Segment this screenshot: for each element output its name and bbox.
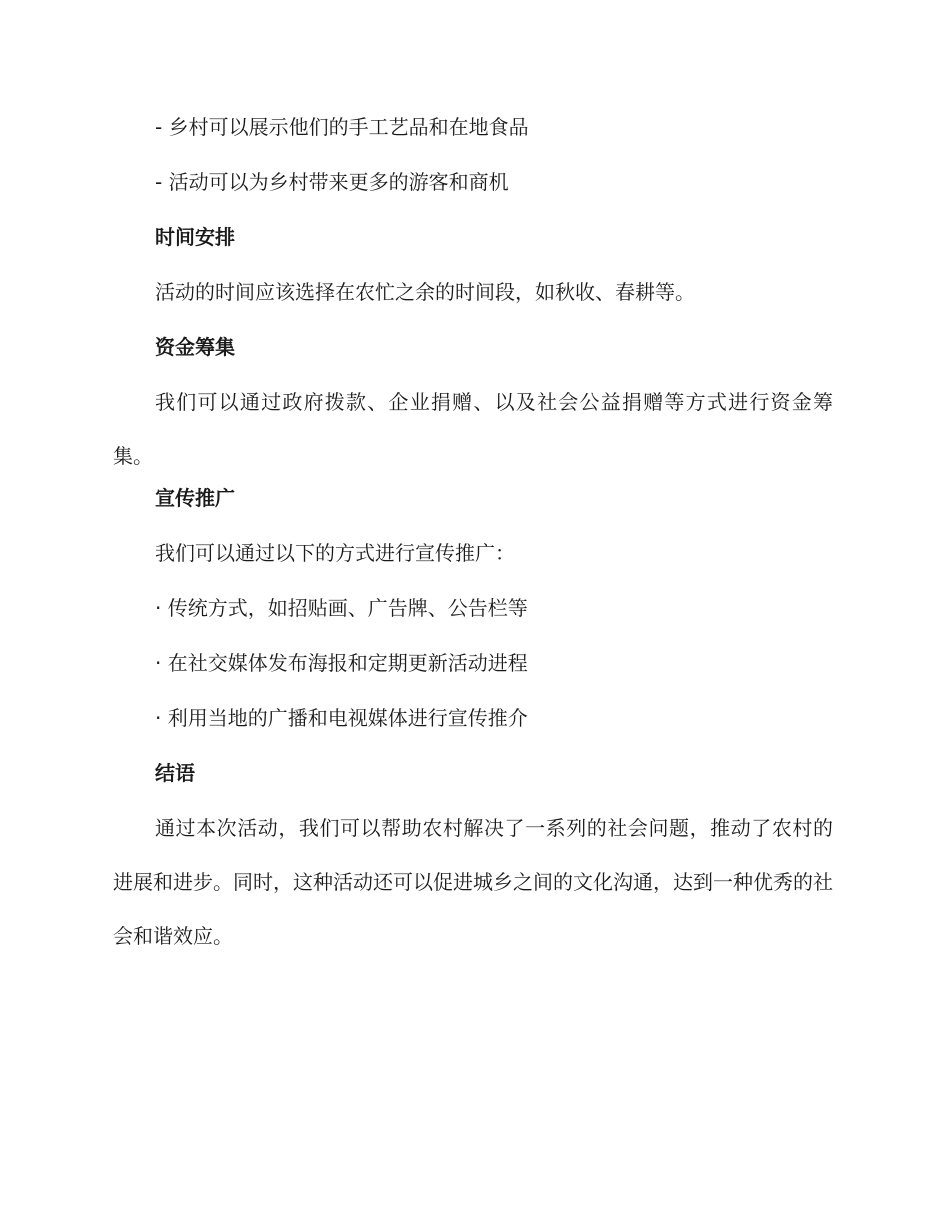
promotion-intro: 我们可以通过以下的方式进行宣传推广：: [155, 541, 515, 565]
schedule-text: 活动的时间应该选择在农忙之余的时间段，如秋收、春耕等。: [155, 280, 695, 304]
promotion-list-item: · 在社交媒体发布海报和定期更新活动进程: [155, 651, 528, 675]
intro-list-item: - 乡村可以展示他们的手工艺品和在地食品: [155, 115, 529, 139]
conclusion-heading: 结语: [155, 761, 195, 785]
conclusion-text: 通过本次活动，我们可以帮助农村解决了一系列的社会问题，推动了农村的进展和进步。同时，这种活动还可以促进城乡之间的文化沟通，达到一种优秀的社会和谐效应。: [113, 816, 833, 948]
funding-heading: 资金筹集: [155, 335, 235, 359]
promotion-list-item: · 传统方式，如招贴画、广告牌、公告栏等: [155, 596, 528, 620]
schedule-heading: 时间安排: [155, 225, 235, 249]
promotion-list-item: · 利用当地的广播和电视媒体进行宣传推介: [155, 706, 528, 730]
promotion-heading: 宣传推广: [155, 486, 235, 510]
funding-text: 我们可以通过政府拨款、企业捐赠、以及社会公益捐赠等方式进行资金筹集。: [113, 390, 833, 468]
intro-list-item: - 活动可以为乡村带来更多的游客和商机: [155, 170, 509, 194]
